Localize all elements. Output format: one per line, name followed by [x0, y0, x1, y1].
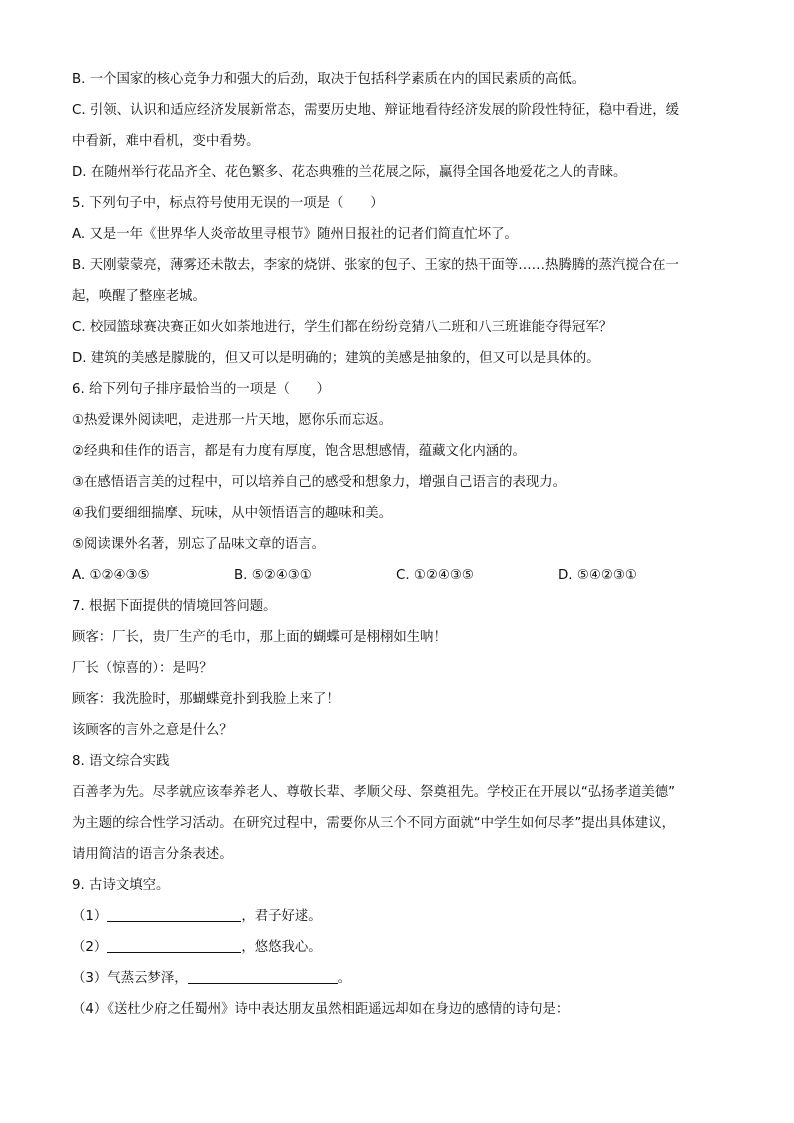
- q6-option-d: D. ⑤④②③①: [558, 568, 637, 583]
- q8-body-line2: 为主题的综合性学习活动。在研究过程中，需要你从三个不同方面就“中学生如何尽孝”提出具体建议，: [72, 816, 676, 831]
- q6-option-c: C. ①②④③⑤: [396, 568, 474, 583]
- answer-blank[interactable]: [188, 967, 338, 984]
- answer-blank[interactable]: [107, 905, 241, 922]
- q4-option-c-line1: C. 引领、认识和适应经济发展新常态，需要历史地、辩证地看待经济发展的阶段性特征，稳中看进，缓: [72, 103, 680, 118]
- q5-option-b-line1: B. 天刚蒙蒙亮，薄雾还未散去，李家的烧饼、张家的包子、王家的热干面等……热腾腾的蒸汽搅合在一: [72, 258, 679, 273]
- q6-option-a: A. ①②④③⑤: [72, 568, 150, 583]
- q8-body-line3: 请用简洁的语言分条表述。: [72, 847, 233, 862]
- q9-stem: 9. 古诗文填空。: [72, 878, 170, 893]
- q5-option-b-line2: 起，唤醒了整座老城。: [72, 289, 206, 304]
- q7-stem: 7. 根据下面提供的情境回答问题。: [72, 599, 277, 614]
- q9-item-2-text: ，悠悠我心。: [241, 940, 322, 955]
- q6-sentence-5: ⑤阅读课外名著，别忘了品味文章的语言。: [72, 537, 326, 552]
- q6-options: [72, 560, 722, 591]
- q6-option-b: B. ⑤②④③①: [234, 568, 312, 583]
- q6-sentence-2: ②经典和佳作的语言，都是有力度有厚度，饱含思想感情，蕴藏文化内涵的。: [72, 444, 526, 459]
- answer-blank[interactable]: [107, 936, 241, 953]
- q7-dialogue-customer-1: 顾客：厂长，贵厂生产的毛巾，那上面的蝴蝶可是栩栩如生呐！: [72, 630, 447, 645]
- q5-stem: 5. 下列句子中，标点符号使用无误的一项是（ ）: [72, 196, 384, 211]
- q8-stem: 8. 语文综合实践: [72, 754, 170, 769]
- q9-item-2: [72, 932, 722, 963]
- q7-question: 该顾客的言外之意是什么？: [72, 723, 233, 738]
- q9-item-3-text: （3）气蒸云梦泽，: [72, 971, 188, 986]
- q4-option-d: D. 在随州举行花品齐全、花色繁多、花态典雅的兰花展之际，赢得全国各地爱花之人的青睐。: [72, 165, 627, 180]
- q4-option-b: B. 一个国家的核心竞争力和强大的后劲，取决于包括科学素质在内的国民素质的高低。: [72, 72, 586, 87]
- q8-body-line1: 百善孝为先。尽孝就应该奉养老人、尊敬长辈、孝顺父母、祭奠祖先。学校正在开展以“弘扬孝道美德”: [72, 785, 676, 800]
- q6-sentence-4: ④我们要细细揣摩、玩味，从中领悟语言的趣味和美。: [72, 506, 392, 521]
- q6-stem: 6. 给下列句子排序最恰当的一项是（ ）: [72, 382, 331, 397]
- q4-option-c-line2: 中看新，难中看机，变中看势。: [72, 134, 260, 149]
- q6-sentence-3: ③在感悟语言美的过程中，可以培养自己的感受和想象力，增强自己语言的表现力。: [72, 475, 567, 490]
- q9-item-3: [72, 963, 722, 994]
- q9-item-2-number: （2）: [72, 940, 108, 955]
- q7-dialogue-customer-2: 顾客：我洗脸时，那蝴蝶竟扑到我脸上来了！: [72, 692, 340, 707]
- q9-item-1: [72, 901, 722, 932]
- q9-item-1-text: ，君子好逑。: [241, 909, 322, 924]
- q7-dialogue-director: 厂长（惊喜的）：是吗？: [72, 661, 213, 676]
- q9-item-4: （4）《送杜少府之任蜀州》诗中表达朋友虽然相距遥远却如在身边的感情的诗句是：: [72, 1002, 570, 1017]
- q5-option-d: D. 建筑的美感是朦胧的，但又可以是明确的；建筑的美感是抽象的，但又可以是具体的。: [72, 351, 600, 366]
- q9-item-3-end: 。: [337, 971, 352, 986]
- q6-sentence-1: ①热爱课外阅读吧，走进那一片天地，愿你乐而忘返。: [72, 413, 392, 428]
- document-page: [72, 64, 722, 1025]
- q9-item-1-number: （1）: [72, 909, 108, 924]
- q5-option-c: C. 校园篮球赛决赛正如火如荼地进行，学生们都在纷纷竞猜八二班和八三班谁能夺得冠军？: [72, 320, 613, 335]
- q5-option-a: A. 又是一年《世界华人炎帝故里寻根节》随州日报社的记者们简直忙坏了。: [72, 227, 518, 242]
